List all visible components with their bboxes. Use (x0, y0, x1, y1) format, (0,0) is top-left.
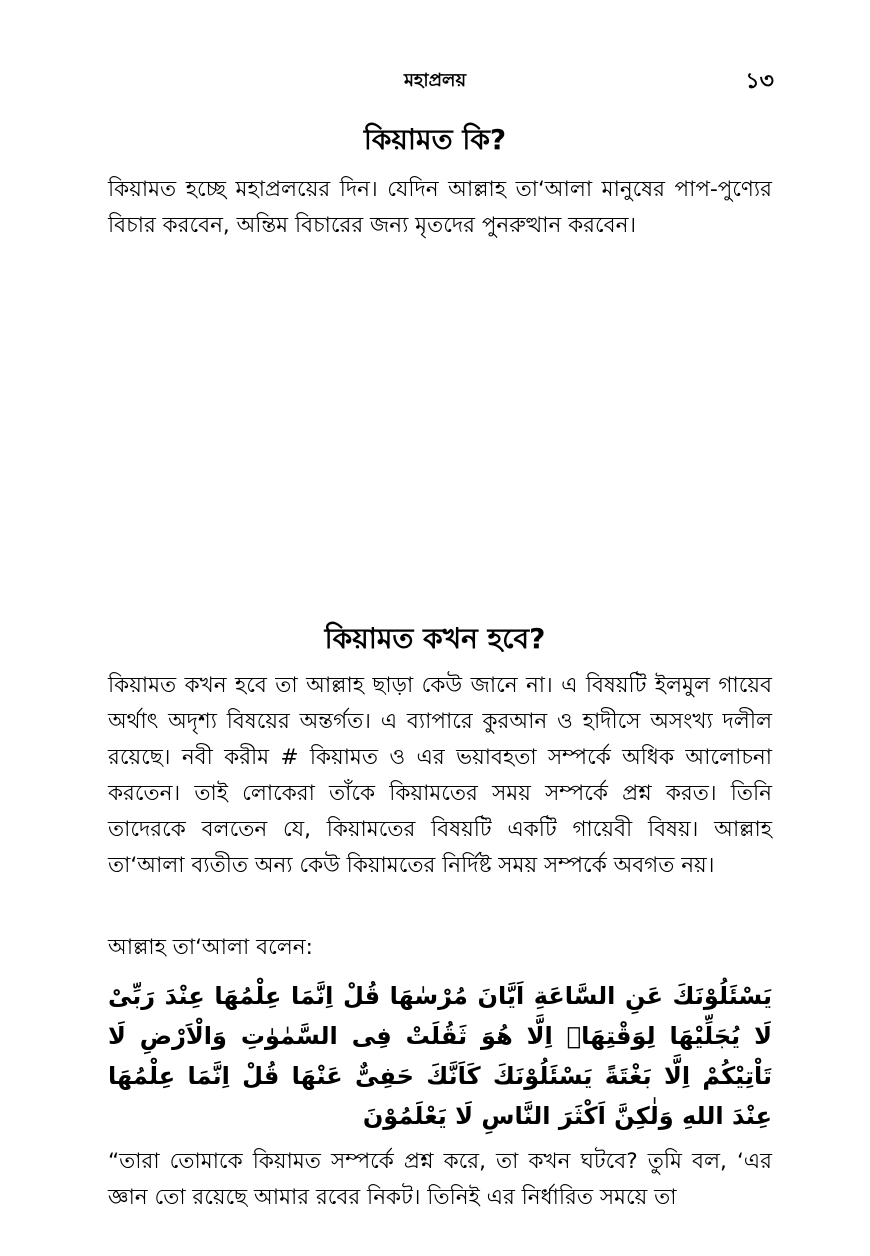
page-number: ১৩ (745, 69, 774, 94)
quote-lead: আল্লাহ তা‘আলা বলেন: (108, 935, 313, 960)
section-body-what-is-qiyamah: কিয়ামত হচ্ছে মহাপ্রলয়ের দিন। যেদিন আল্লাহ তা‘আলা মানুষের পাপ-পুণ্যের বিচার করবেন, অন্তিম বিচারের জন্য মৃতদের পুনরুত্থান করবেন। (108, 177, 772, 238)
section-heading-when-qiyamah: কিয়ামত কখন হবে? (324, 622, 546, 655)
section-heading-what-is-qiyamah: কিয়ামত কি? (363, 123, 507, 156)
section-body-when-qiyamah: কিয়ামত কখন হবে তা আল্লাহ ছাড়া কেউ জানে না। এ বিষয়টি ইলমুল গায়েব অর্থাৎ অদৃশ্য বিষয়ের অন্তর্গত। এ ব্যাপারে কুরআন ও হাদীসে অসংখ্য দলীল রয়েছে। নবী করীম # কিয়ামত ও এর ভয়াবহতা সম্পর্কে অধিক আলোচনা করতেন। তাই লোকেরা তাঁকে কিয়ামতের সময় সম্পর্কে প্রশ্ন করত। তিনি তাদেরকে বলতেন যে, কিয়ামতের বিষয়টি একটি গায়েবী বিষয়। আল্লাহ তা‘আলা ব্যতীত অন্য কেউ কিয়ামতের নির্দিষ্ট সময় সম্পর্কে অবগত নয়। (108, 673, 772, 878)
verse-translation: “তারা তোমাকে কিয়ামত সম্পর্কে প্রশ্ন করে, তা কখন ঘটবে? তুমি বল, ‘এর জ্ঞান তো রয়েছে আমার রবের নিকট। তিনিই এর নির্ধারিত সময়ে তা (108, 1149, 772, 1210)
running-title: মহাপ্রলয় (403, 70, 467, 91)
arabic-verse: يَسْئَلُوْنَكَ عَنِ السَّاعَةِ اَيَّانَ مُرْسٰهَا قُلْ اِنَّمَا عِلْمُهَا عِنْدَ رَبِّىْ لَا يُجَلِّيْهَا لِوَقْتِهَاۤ اِلَّا هُوَ ثَقُلَتْ فِى السَّمٰوٰتِ وَالْاَرْضِ لَا تَاْتِيْكُمْ اِلَّا بَغْتَةً يَسْئَلُوْنَكَ كَاَنَّكَ حَفِىٌّ عَنْهَا قُلْ اِنَّمَا عِلْمُهَا عِنْدَ اللهِ وَلٰكِنَّ اَكْثَرَ النَّاسِ لَا يَعْلَمُوْنَ (108, 982, 772, 1130)
